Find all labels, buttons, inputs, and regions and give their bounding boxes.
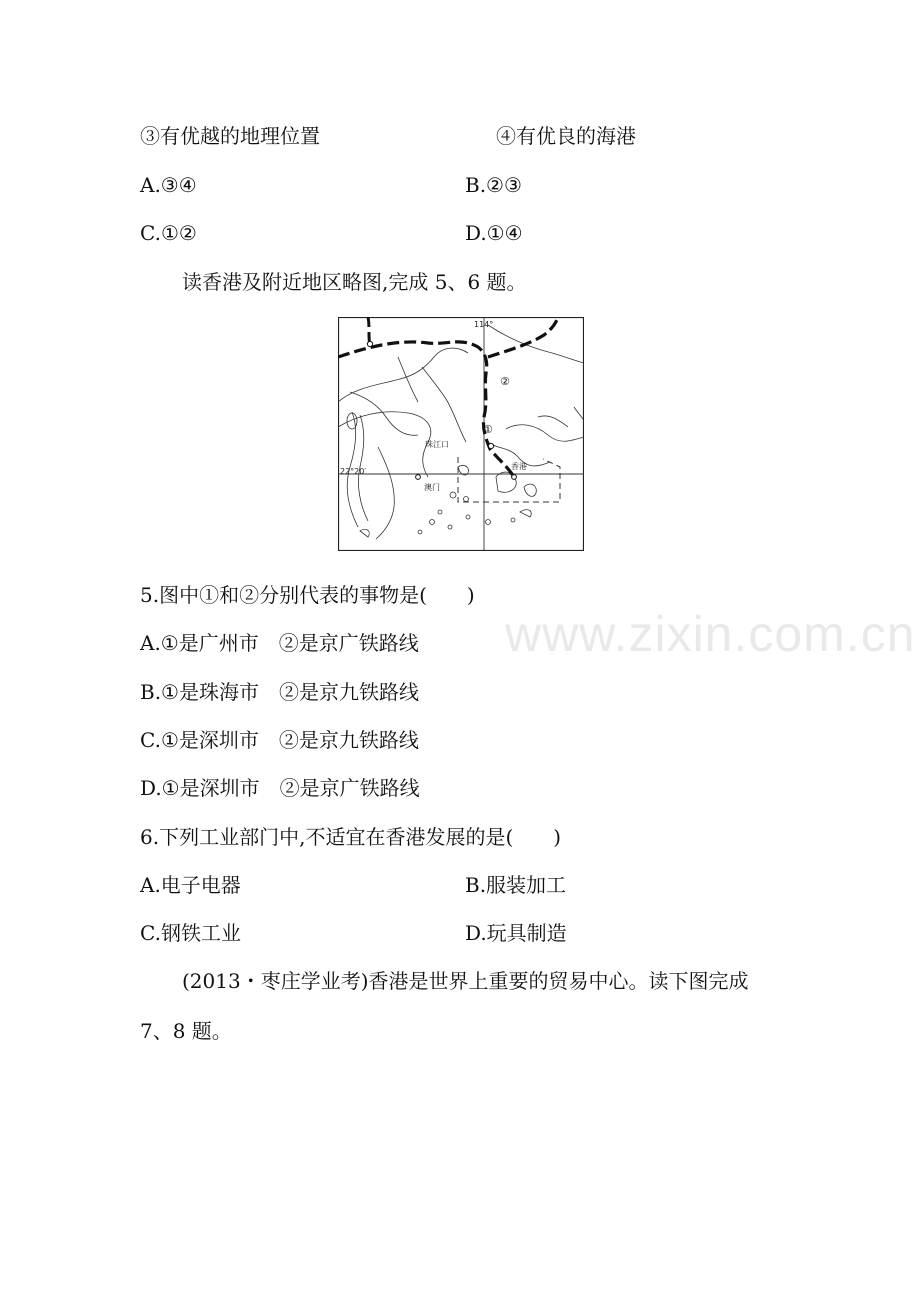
q5-stem: 5.图中①和②分别代表的事物是( ) xyxy=(140,583,475,607)
pearl-river-mouth-label: 珠江口 xyxy=(425,440,449,449)
q6-stem: 6.下列工业部门中,不适宜在香港发展的是( ) xyxy=(140,825,562,849)
q6-choice-c: C.钢铁工业 xyxy=(140,921,241,945)
intro-questions-7-8-line1: (2013・枣庄学业考)香港是世界上重要的贸易中心。读下图完成 xyxy=(182,969,749,993)
q4-option-4: ④有优良的海港 xyxy=(496,124,636,148)
intro-questions-7-8-line2: 7、8 题。 xyxy=(140,1019,232,1043)
hongkong-region-map xyxy=(338,317,584,551)
q5-choice-c: C.①是深圳市 ②是京九铁路线 xyxy=(140,728,419,752)
q5-choice-a: A.①是广州市 ②是京广铁路线 xyxy=(140,631,419,655)
q5-choice-d: D.①是深圳市 ②是京广铁路线 xyxy=(140,776,420,800)
intro-questions-5-6: 读香港及附近地区略图,完成 5、6 题。 xyxy=(182,270,527,294)
q6-choice-a: A.电子电器 xyxy=(140,873,241,897)
q4-choice-a: A.③④ xyxy=(140,173,197,197)
latitude-label: 22°20′ xyxy=(340,467,367,476)
hongkong-label: 香港 xyxy=(511,462,527,471)
map-marker-1: ① xyxy=(483,423,493,436)
q4-choice-b: B.②③ xyxy=(465,173,522,197)
q6-choice-d: D.玩具制造 xyxy=(465,921,567,945)
q4-choice-d: D.①④ xyxy=(465,221,523,245)
q6-choice-b: B.服装加工 xyxy=(465,873,567,897)
watermark: www.zixin.com.cn xyxy=(505,606,916,662)
q5-choice-b: B.①是珠海市 ②是京九铁路线 xyxy=(140,680,419,704)
macau-label: 澳门 xyxy=(424,483,440,492)
q4-option-3: ③有优越的地理位置 xyxy=(140,124,320,148)
longitude-label: 114° xyxy=(474,320,494,329)
q4-choice-c: C.①② xyxy=(140,221,197,245)
map-marker-2: ② xyxy=(500,375,510,388)
